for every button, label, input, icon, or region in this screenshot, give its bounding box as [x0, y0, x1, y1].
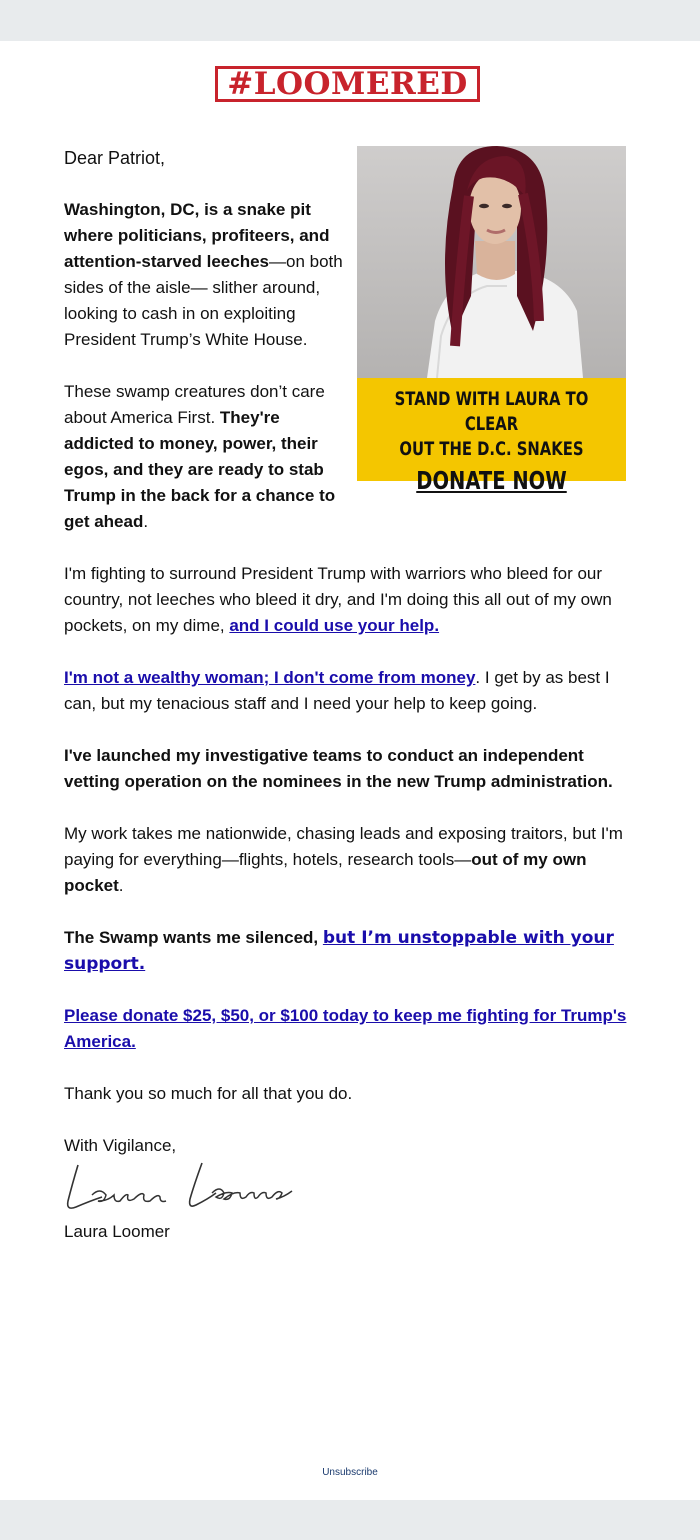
p6-text: My work takes me nationwide, chasing leads and exposing traitors, but I'm paying for everything—flights, hotels, research tools—	[64, 824, 623, 869]
brand-logo[interactable]: #LOOMERED	[215, 66, 480, 102]
help-link[interactable]: and I could use your help.	[229, 616, 440, 635]
donate-now-button[interactable]: DONATE NOW	[416, 466, 567, 495]
top-band	[0, 0, 700, 41]
email-card	[0, 41, 700, 1500]
signoff: With Vigilance,	[64, 1136, 177, 1155]
p7-bold: The Swamp wants me silenced,	[64, 928, 323, 947]
wealthy-link[interactable]: I'm not a wealthy woman; I don't come from money	[64, 668, 476, 687]
footer	[0, 1467, 700, 1478]
paragraph-3	[64, 561, 639, 639]
portrait-photo	[357, 146, 626, 378]
banner-line-2: OUT THE D.C. SNAKES	[399, 438, 584, 460]
p6-bold: out of my own pocket	[64, 850, 587, 895]
p1-bold: Washington, DC, is a snake pit where politicians, profiteers, and attention-starved leeches	[64, 200, 330, 271]
donate-hero-banner[interactable]	[357, 146, 626, 495]
banner-line-1: STAND WITH LAURA TO CLEAR	[394, 388, 589, 435]
handwritten-signature	[62, 1157, 639, 1223]
p4-rest: . I get by as best I can, but my tenacious staff and I need your help to keep going.	[64, 668, 610, 713]
paragraph-4	[64, 665, 639, 717]
p5-bold: I've launched my investigative teams to conduct an independent vetting operation on the nominees in the new Trump administration.	[64, 746, 613, 791]
paragraph-9: Thank you so much for all that you do.	[64, 1084, 353, 1103]
letter-body	[64, 145, 639, 1271]
p6-end: .	[118, 876, 124, 895]
paragraph-7	[64, 925, 639, 977]
p3-text: I'm fighting to surround President Trump with warriors who bleed for our country, not leeches who bleed it dry, and I'm doing this all out of my own pockets, on my dime,	[64, 564, 612, 635]
paragraph-5	[64, 743, 639, 795]
donate-amounts-link[interactable]: Please donate $25, $50, or $100 today to keep me fighting for Trump's America.	[64, 1006, 627, 1051]
paragraph-8	[64, 1003, 639, 1055]
paragraph-6	[64, 821, 639, 899]
p1-rest: —on both sides of the aisle— slither around, looking to cash in on exploiting President Trump’s White House.	[64, 252, 343, 349]
support-link[interactable]: but I’m unstoppable with your support.	[64, 928, 614, 974]
p2-end: .	[143, 512, 149, 531]
unsubscribe-link[interactable]: Unsubscribe	[322, 1467, 378, 1478]
p2-start: These swamp creatures don’t care about America First.	[64, 382, 325, 427]
bottom-band	[0, 1500, 700, 1540]
donate-banner[interactable]	[357, 378, 626, 495]
p2-bold: They're addicted to money, power, their egos, and they are ready to stab Trump in the back for a chance to get ahead	[64, 408, 336, 531]
sender-name: Laura Loomer	[64, 1222, 170, 1241]
salutation: Dear Patriot,	[64, 148, 166, 168]
